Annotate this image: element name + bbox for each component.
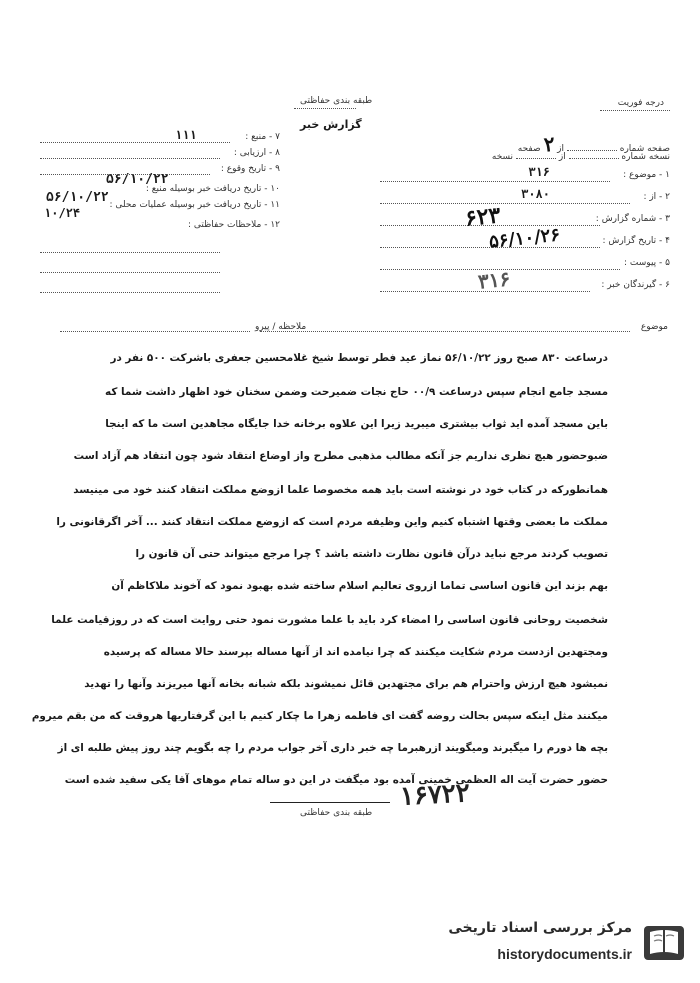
watermark — [420, 916, 690, 976]
watermark-url: historydocuments.ir — [497, 946, 632, 962]
field-from: ۲ - از : ۳۰۸۰ — [370, 186, 670, 208]
field-subject: ۱ - موضوع : ۳۱۶ — [370, 164, 670, 186]
urgency-label: درجه فوریت — [617, 98, 664, 108]
urgency-underline — [600, 110, 670, 111]
left-column-notes-line-3 — [40, 292, 220, 293]
body-line-5: همانطورکه در کتاب خود در نوشته است باید همه مخصوصا علما ازوضع مملکت انتقاد کنند خود می مینیسد — [73, 484, 608, 496]
body-line-8: بهم بزند این قانون اساسی تماما ازروی تعالیم اسلام ساخته شده بهبود نمود که آخوند ملاکاظم آن — [111, 580, 608, 592]
field-report-number-value: ۶۲۳ — [463, 202, 502, 232]
subject-underline — [260, 331, 630, 332]
assessment-label: ملاحظه / پیرو — [255, 322, 307, 332]
body-line-10: ومجتهدین ازدست مردم شکایت میکنند که چرا نیامده اند از آنها مساله بپرسند حالا مساله که پرسیده — [103, 646, 608, 658]
sheet-number-label: صفحه شماره از ۲ صفحه — [517, 131, 670, 157]
field-subject-value: ۳۱۶ — [528, 165, 550, 179]
sheet-number-handwritten: ۲ — [542, 131, 556, 157]
field-source: ۷ - منبع : ۱۱۱ — [40, 128, 280, 146]
body-line-9: شخصیت روحانی قانون اساسی را امضاء کرد باید با علما مشورت نمود حتی روایت است که در روزقیامت علما — [51, 614, 608, 626]
body-line-2: مسجد جامع انجام سپس درساعت ۰۰/۹ حاج نجات ضمیرحت وضمن سخنان خود اظهار داشت شما که — [105, 386, 608, 398]
field-recipients: ۶ - گیرندگان خبر : ۳۱۶ — [370, 274, 670, 296]
field-attachment: ۵ - پیوست : — [370, 252, 670, 274]
assessment-underline — [60, 331, 250, 332]
body-line-13: بچه ها دورم را میگیرند ومیگویند ازرهبرما چه خبر داری آخر جواب مردم را چه بگویم چند روز پیش طلبه ای از — [57, 742, 608, 754]
field-source-value: ۱۱۱ — [175, 128, 197, 142]
watermark-title: مرکز بررسی اسناد تاریخی — [448, 920, 632, 936]
body-line-11: نمیشود هیچ ارزش واحترام هم برای مجتهدین قائل نمیشوند بلکه شبانه بخانه آنها میریزند وآنها را تهدید — [84, 678, 608, 690]
report-title: گزارش خبر — [300, 118, 362, 131]
field-local-received-date-value: ۱۰/۲۴ — [44, 206, 81, 220]
field-occurrence-date: ۹ - تاریخ وقوع : ۵۶/۱۰/۲۲ — [40, 160, 280, 178]
body-line-12: میکنند مثل اینکه سپس بحالت روضه گفت ای فاطمه زهرا ما چکار کنیم با این گرفتاریها هروقت که من بقم میروم — [31, 710, 608, 722]
body-line-3: باین مسجد آمده اید ثواب بیشتری میبرید زیرا این علاوه برخانه خدا جایگاه مجاهدین است ما که اینجا — [105, 418, 608, 430]
field-source-received-date-value: ۵۶/۱۰/۲۲ — [46, 190, 109, 205]
body-line-4: ضبوحضور هیچ نظری نداریم جز آنکه مطالب مذهبی مطرح واز اوضاع انتقاد شود چون انتقاد هم آزاد است — [73, 450, 608, 462]
classification-top-underline — [294, 108, 356, 109]
archive-stamp-number: ۱۶۷۲۲ — [399, 778, 471, 812]
footer-rule — [270, 802, 390, 803]
classification-top: طبقه بندی حفاظتی — [300, 96, 373, 106]
body-line-7: تصویب کردند مرجع نباید درآن قانون نظارت داشته باشد ؟ چرا مرجع میتواند حتی آن قانون را — [135, 548, 608, 560]
field-report-date-value: ۵۶/۱۰/۲۶ — [487, 224, 561, 253]
body-line-6: مملکت ما بعضی وقتها اشتباه کنیم واین وظیفه مردم است که ازوضع مملکت انتقاد کنند ... آخر اگرقانونی را — [56, 516, 608, 528]
field-local-received-date: ۱۱ - تاریخ دریافت خبر بوسیله عملیات محلی : ۱۰/۲۴ — [44, 200, 280, 220]
field-security-notes: ۱۲ - ملاحظات حفاظتی : — [188, 220, 280, 230]
left-column-notes-line-1 — [40, 252, 220, 253]
field-recipients-value: ۳۱۶ — [476, 266, 512, 294]
left-column-notes-line-2 — [40, 272, 220, 273]
field-report-date: ۴ - تاریخ گزارش : ۵۶/۱۰/۲۶ — [370, 230, 670, 252]
subject-label: موضوع — [640, 322, 668, 332]
body-line-14: حضور حضرت آیت اله العظمی خمینی آمده بود میگفت در این دو ساله تمام موهای آقا یکی سفید شده است — [64, 774, 608, 786]
book-logo-icon — [640, 918, 688, 966]
body-line-1: درساعت ۸۳۰ صبح روز ۵۶/۱۰/۲۲ نماز عید فطر توسط شیخ غلامحسین جعفری باشرکت ۵۰۰ نفر در — [110, 352, 608, 364]
field-report-number: ۳ - شماره گزارش : ۶۲۳ — [370, 208, 670, 230]
field-occurrence-date-value: ۵۶/۱۰/۲۲ — [106, 172, 169, 187]
copy-number-label: نسخه شماره از نسخه — [491, 152, 670, 162]
field-evaluation: ۸ - ارزیابی : — [40, 144, 280, 162]
classification-bottom: طبقه بندی حفاظتی — [300, 808, 373, 818]
field-source-received-date: ۱۰ - تاریخ دریافت خبر بوسیله منبع : ۵۶/۱۰/۲۲ — [46, 184, 280, 205]
field-from-value: ۳۰۸۰ — [521, 187, 550, 201]
